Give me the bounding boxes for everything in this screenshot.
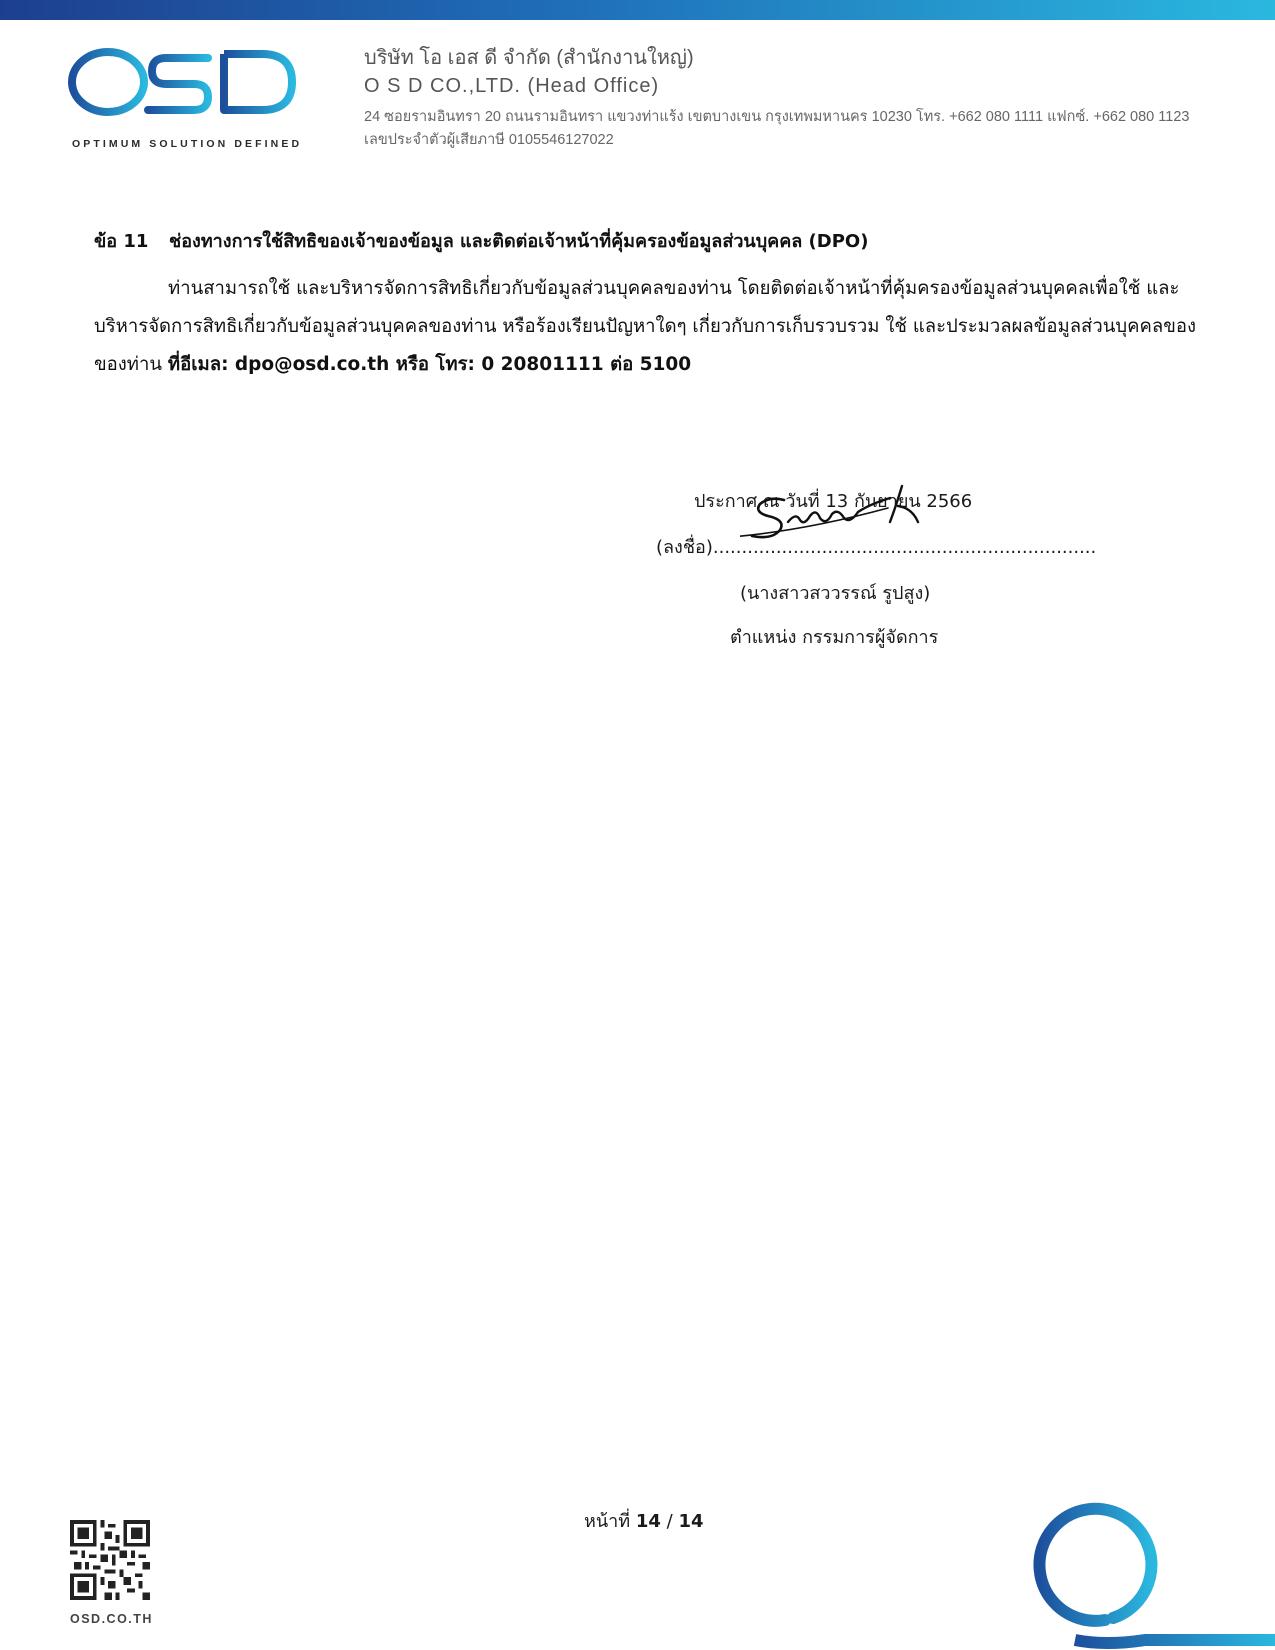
section-heading: [94, 226, 868, 255]
company-tax-id: เลขประจำตัวผู้เสียภาษี 0105546127022: [364, 132, 614, 148]
section-body: [94, 270, 1196, 384]
page-current: 14: [635, 1511, 661, 1532]
body-line: บริหารจัดการสิทธิเกี่ยวกับข้อมูลส่วนบุคคลของท่าน หรือร้องเรียนปัญหาใดๆ เกี่ยวกับการเก็บรวบรวม ใช้ และประมวลผลข้อมูลส่วนบุคคลของ: [94, 316, 1196, 337]
osd-logo-icon: [66, 44, 306, 124]
page-total: 14: [678, 1511, 704, 1532]
logo-tagline: OPTIMUM SOLUTION DEFINED: [72, 138, 303, 150]
section-number: ข้อ 11: [94, 231, 149, 252]
osd-corner-mark-icon: [1005, 1500, 1275, 1650]
body-line-prefix: ของท่าน: [94, 354, 168, 375]
section-title: ช่องทางการใช้สิทธิของเจ้าของข้อมูล และติดต่อเจ้าหน้าที่คุ้มครองข้อมูลส่วนบุคคล (DPO): [169, 231, 869, 252]
handwritten-signature: [740, 478, 960, 558]
announcement-date: ประกาศ ณ วันที่ 13 กันยายน 2566: [694, 491, 973, 512]
company-name-en: O S D CO.,LTD. (Head Office): [364, 75, 660, 97]
dpo-contact: ที่อีเมล: dpo@osd.co.th หรือ โทร: 0 20801111 ต่อ 5100: [167, 354, 692, 375]
signature-line: (ลงชื่อ)...................................................................: [656, 537, 1097, 558]
website-caption: OSD.CO.TH: [70, 1612, 153, 1626]
body-line-contact: [94, 346, 1190, 384]
signer-name: (นางสาวสววรรณ์ รูปสูง): [740, 583, 931, 604]
page-label: หน้าที่: [584, 1511, 636, 1532]
company-info: [364, 44, 1189, 152]
qr-code-icon: [70, 1520, 150, 1600]
top-brand-bar: [0, 0, 1275, 20]
signer-title: ตำแหน่ง กรรมการผู้จัดการ: [730, 627, 939, 648]
page-separator: /: [660, 1511, 679, 1532]
body-line: ท่านสามารถใช้ และบริหารจัดการสิทธิเกี่ยวกับข้อมูลส่วนบุคคลของท่าน โดยติดต่อเจ้าหน้าที่คุ้มครองข้อมูลส่วนบุคคลเพื่อใช้ และ: [168, 278, 1180, 299]
page-number: [584, 1506, 704, 1535]
company-address: 24 ซอยรามอินทรา 20 ถนนรามอินทรา แขวงท่าแร้ง เขตบางเขน กรุงเทพมหานคร 10230 โทร. +662 080 1111 แฟกซ์. +662 080 1123: [364, 109, 1190, 125]
company-name-th: บริษัท โอ เอส ดี จำกัด (สำนักงานใหญ่): [364, 47, 694, 69]
company-logo: [66, 44, 306, 154]
